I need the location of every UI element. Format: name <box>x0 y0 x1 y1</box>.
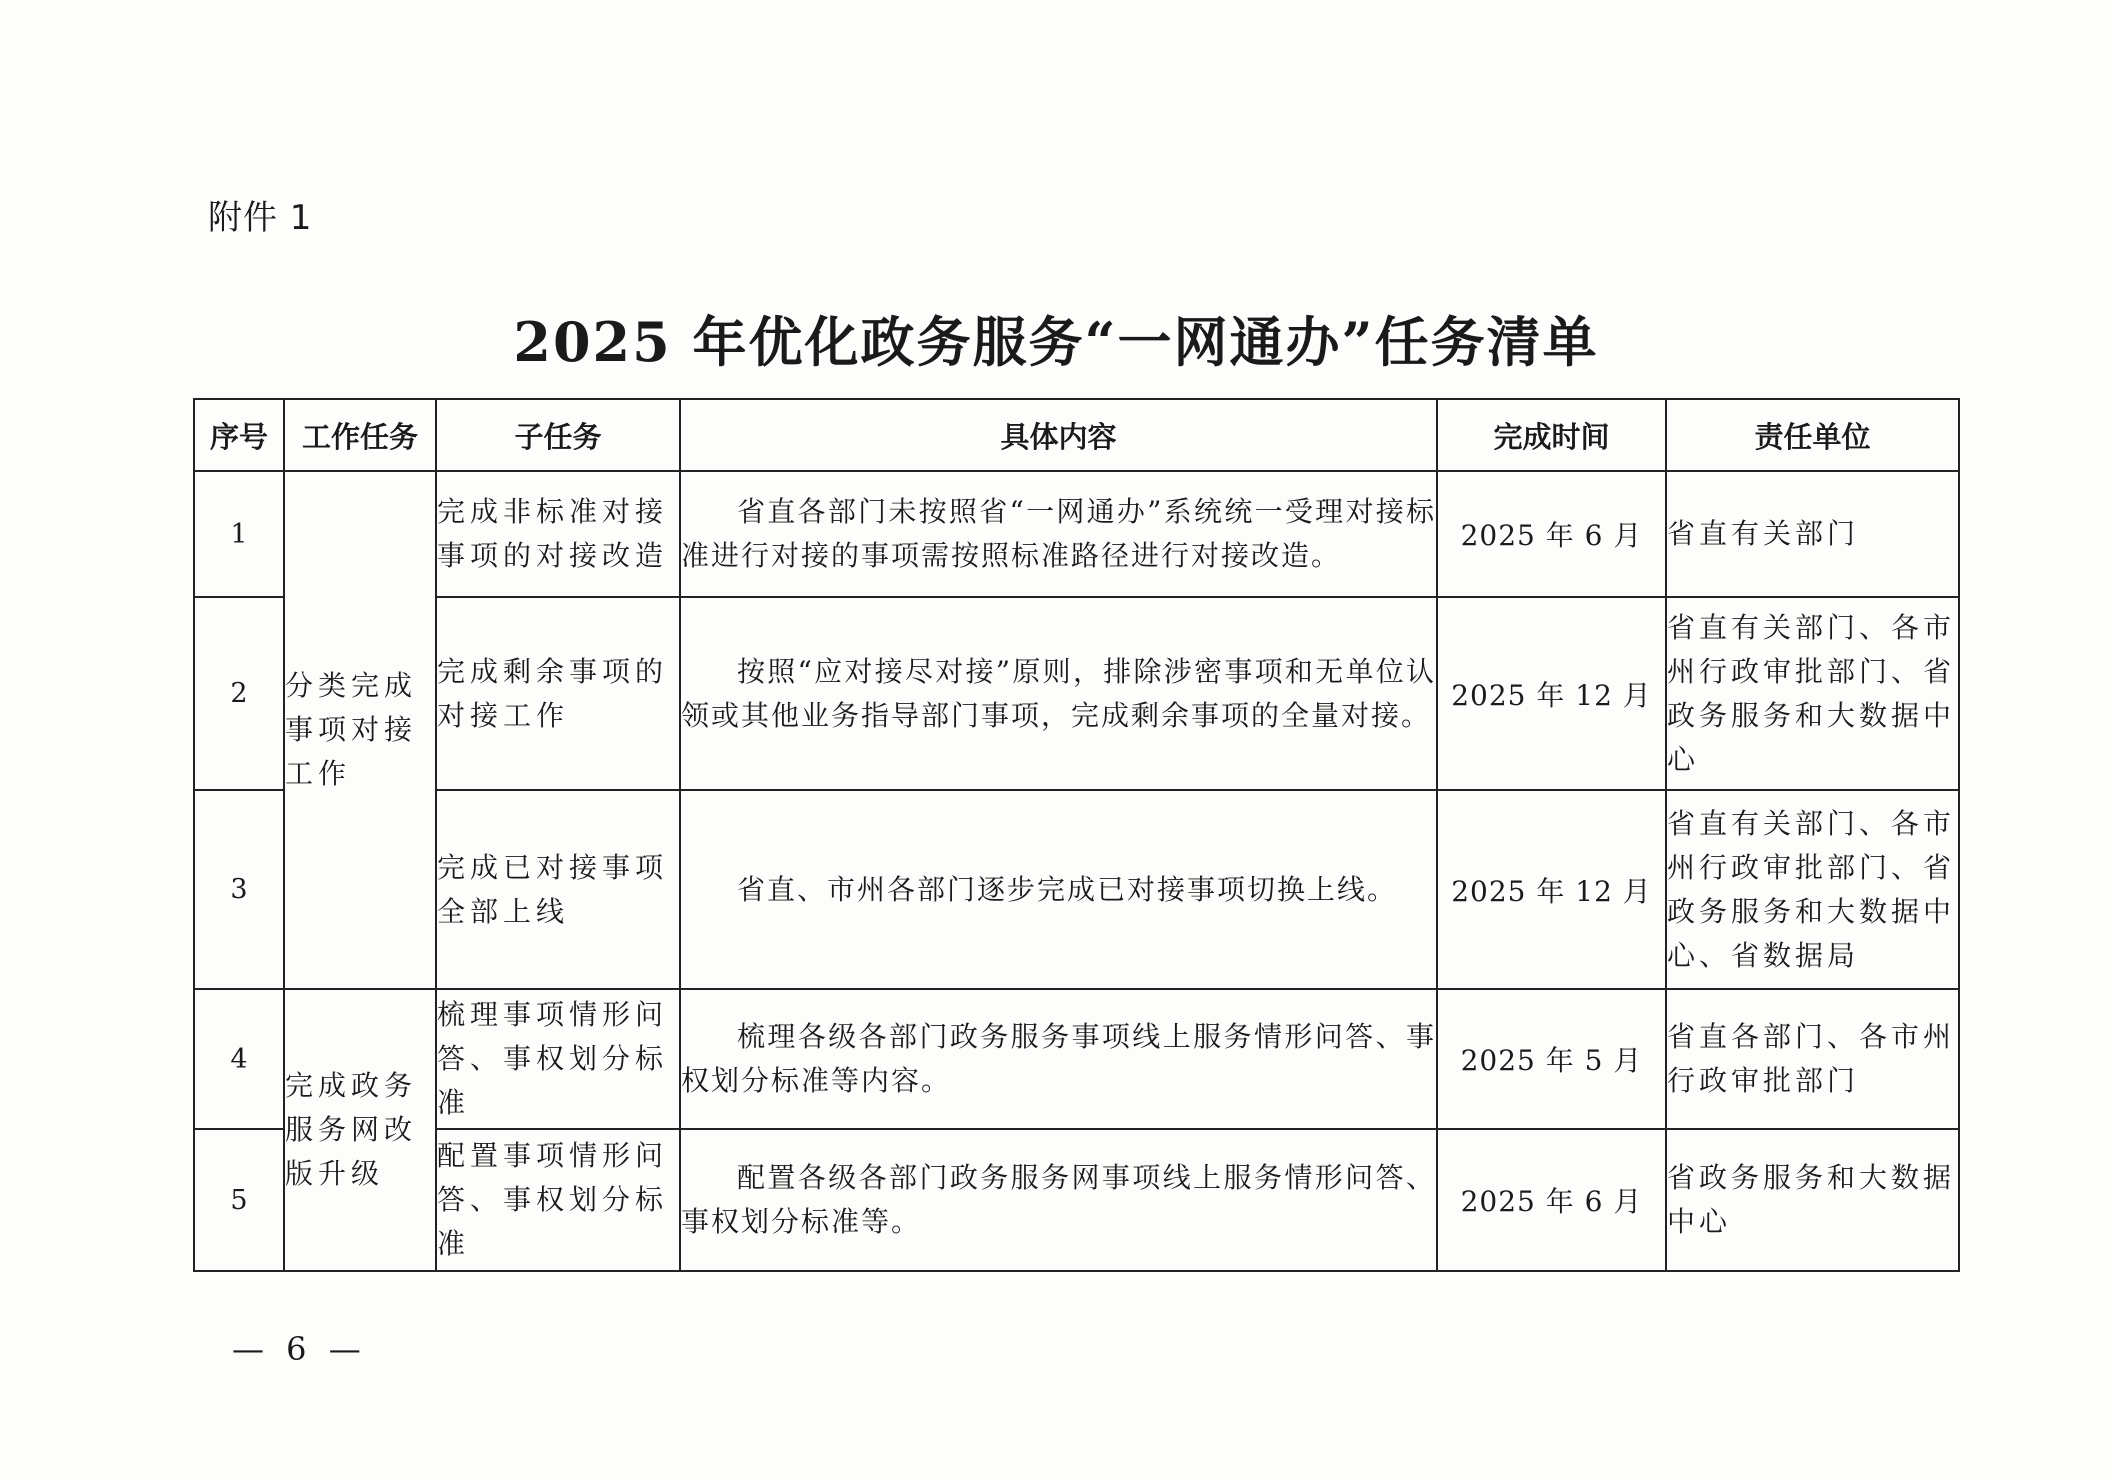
content-cell: 省直、市州各部门逐步完成已对接事项切换上线。 <box>680 790 1437 989</box>
time-cell: 2025 年 6 月 <box>1437 1129 1666 1271</box>
table-row <box>194 597 1959 790</box>
row-number: 2 <box>194 597 284 790</box>
time-cell: 2025 年 12 月 <box>1437 790 1666 989</box>
table-row <box>194 471 1959 597</box>
time-cell: 2025 年 6 月 <box>1437 471 1666 597</box>
table-row <box>194 1129 1959 1271</box>
row-number: 5 <box>194 1129 284 1271</box>
unit-cell: 省直有关部门、各市州行政审批部门、省政务服务和大数据中心 <box>1666 597 1959 790</box>
document-title: 2025 年优化政务服务“一网通办”任务清单 <box>513 310 1599 374</box>
unit-cell: 省直有关部门、各市州行政审批部门、省政务服务和大数据中心、省数据局 <box>1666 790 1959 989</box>
page-number: — 6 — <box>232 1330 367 1368</box>
row-number: 4 <box>194 989 284 1129</box>
subtask-cell: 梳理事项情形问答、事权划分标准 <box>436 989 680 1129</box>
subtask-cell: 完成剩余事项的对接工作 <box>436 597 680 790</box>
content-cell: 按照“应对接尽对接”原则，排除涉密事项和无单位认领或其他业务指导部门事项，完成剩余事项的全量对接。 <box>680 597 1437 790</box>
header-num: 序号 <box>194 399 284 471</box>
table-header-row <box>194 399 1959 471</box>
subtask-cell: 完成非标准对接事项的对接改造 <box>436 471 680 597</box>
row-number: 3 <box>194 790 284 989</box>
subtask-cell: 完成已对接事项全部上线 <box>436 790 680 989</box>
content-cell: 省直各部门未按照省“一网通办”系统统一受理对接标准进行对接的事项需按照标准路径进行对接改造。 <box>680 471 1437 597</box>
task-group-cell: 分类完成事项对接工作 <box>284 471 436 989</box>
unit-cell: 省直有关部门 <box>1666 471 1959 597</box>
header-task: 工作任务 <box>284 399 436 471</box>
task-table <box>193 398 1960 1272</box>
header-subtask: 子任务 <box>436 399 680 471</box>
time-cell: 2025 年 12 月 <box>1437 597 1666 790</box>
time-cell: 2025 年 5 月 <box>1437 989 1666 1129</box>
content-cell: 配置各级各部门政务服务网事项线上服务情形问答、事权划分标准等。 <box>680 1129 1437 1271</box>
header-content: 具体内容 <box>680 399 1437 471</box>
table-row <box>194 989 1959 1129</box>
unit-cell: 省直各部门、各市州行政审批部门 <box>1666 989 1959 1129</box>
attachment-label: 附件 1 <box>208 198 313 238</box>
task-group-cell: 完成政务服务网改版升级 <box>284 989 436 1271</box>
row-number: 1 <box>194 471 284 597</box>
content-cell: 梳理各级各部门政务服务事项线上服务情形问答、事权划分标准等内容。 <box>680 989 1437 1129</box>
table-row <box>194 790 1959 989</box>
subtask-cell: 配置事项情形问答、事权划分标准 <box>436 1129 680 1271</box>
header-time: 完成时间 <box>1437 399 1666 471</box>
unit-cell: 省政务服务和大数据中心 <box>1666 1129 1959 1271</box>
header-unit: 责任单位 <box>1666 399 1959 471</box>
